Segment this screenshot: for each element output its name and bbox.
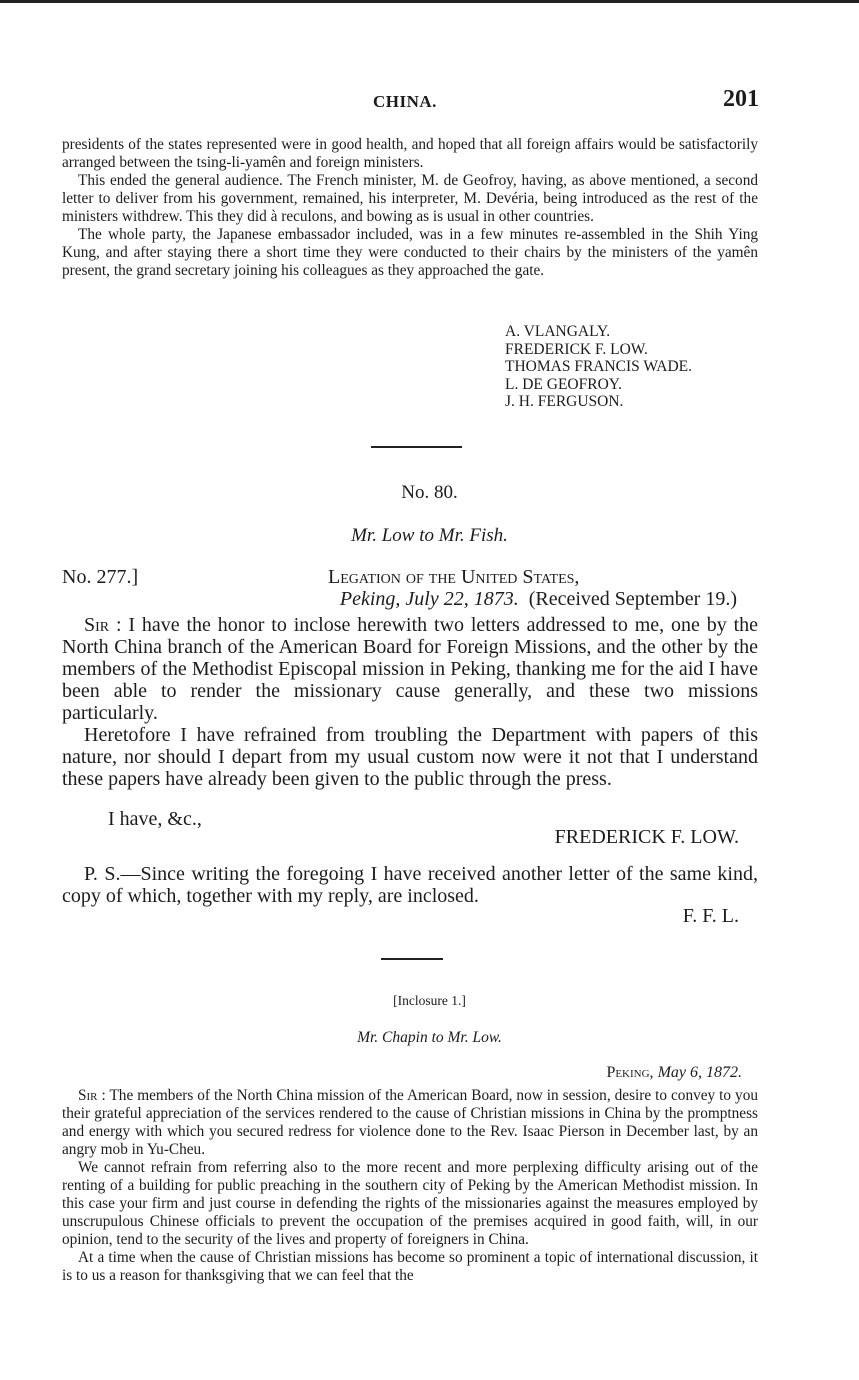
letter-body — [62, 614, 758, 790]
document-number: No. 80. — [401, 482, 458, 503]
paragraph-text: I have the honor to inclose herewith two letters addressed to me, one by the North China branch of the American Board for Foreign Missions, and the other by the members of the Methodist Episcopal mission in Peking, thanking me for the aid I have been able to render the missionary cause generally, and these two missions particularly. — [62, 614, 758, 724]
running-header: CHINA. — [373, 92, 437, 111]
closing: I have, &c., — [108, 808, 202, 830]
paragraph-text: The members of the North China mission of the American Board, now in session, desire to convey to you their grateful appreciation of the services rendered to the cause of Christian missions in China by the promptness and energy with which you secured redress for violence done to the Rev. Isaac Pierson in December last, by an angry mob in Yu-Cheu. — [62, 1087, 758, 1158]
place: Peking, — [606, 1064, 654, 1081]
signatory: THOMAS FRANCIS WADE. — [505, 358, 693, 375]
salutation: Sir : — [78, 1087, 106, 1104]
paragraph: At a time when the cause of Christian missions has become so prominent a topic of international discussion, it is to us a reason for thanksgiving that we can feel that the — [62, 1249, 758, 1284]
inclosure-title: Mr. Chapin to Mr. Low. — [357, 1029, 502, 1046]
signatory: J. H. FERGUSON. — [505, 393, 624, 410]
paragraph: This ended the general audience. The French minister, M. de Geofroy, having, as above mentioned, a second letter to deliver from his government, remained, his interpreter, M. Devéria, being introduced as the rest of the ministers withdrew. This they did à reculons, and bowing as is usual in other countries. — [62, 172, 758, 225]
continued-text — [62, 136, 758, 280]
letter-dateline — [340, 588, 737, 611]
signatory: L. DE GEOFROY. — [505, 375, 622, 393]
paragraph: We cannot refrain from referring also to the more recent and more perplexing difficulty arising out of the renting of a building for public preaching in the southern city of Peking by the American Methodist mission. In this case your firm and just course in defending the rights of the missionaries against the measures employed by unscrupulous Chinese officials to prevent the occupation of the premises acquired in good faith, will, in our opinion, tend to the security of the lives and property of foreigners in China. — [62, 1159, 758, 1248]
signatories-list — [505, 323, 692, 411]
page-number: 201 — [723, 86, 759, 112]
inclosure-body — [62, 1087, 758, 1285]
section-divider — [371, 446, 462, 448]
received-note: (Received September 19.) — [528, 588, 737, 610]
salutation: Sir : — [84, 614, 122, 636]
signatory: A. VLANGALY. — [505, 323, 611, 340]
paragraph — [62, 1087, 758, 1159]
section-divider — [381, 958, 443, 960]
paragraph — [62, 614, 758, 724]
paragraph: Heretofore I have refrained from troubling the Department with papers of this nature, nor should I depart from my usual custom now were it not that I understand these papers have already been given to the public through the press. — [62, 724, 758, 790]
signature: FREDERICK F. LOW. — [554, 826, 739, 848]
legation-heading: Legation of the United States, — [328, 566, 580, 588]
top-border — [0, 0, 859, 3]
initials: F. F. L. — [682, 905, 739, 927]
inclosure-dateline — [606, 1064, 742, 1082]
place-date: Peking, July 22, 1873. — [339, 588, 519, 610]
date: May 6, 1872. — [657, 1064, 742, 1081]
document-title: Mr. Low to Mr. Fish. — [351, 525, 508, 546]
signatory: FREDERICK F. LOW. — [505, 340, 648, 358]
letter-number: No. 277.] — [62, 566, 139, 588]
postscript-block — [62, 863, 758, 907]
inclosure-label: [Inclosure 1.] — [393, 993, 466, 1008]
paragraph: presidents of the states represented were in good health, and hoped that all foreign affairs would be satisfactorily arranged between the tsing-li-yamên and foreign ministers. — [62, 136, 758, 171]
paragraph: The whole party, the Japanese embassador included, was in a few minutes re-assembled in the Shih Ying Kung, and after staying there a short time they were conducted to their chairs by the ministers of the yamên present, the grand secretary joining his colleagues as they approached the gate. — [62, 226, 758, 279]
postscript: P. S.—Since writing the foregoing I have received another letter of the same kind, copy of which, together with my reply, are inclosed. — [62, 863, 758, 907]
